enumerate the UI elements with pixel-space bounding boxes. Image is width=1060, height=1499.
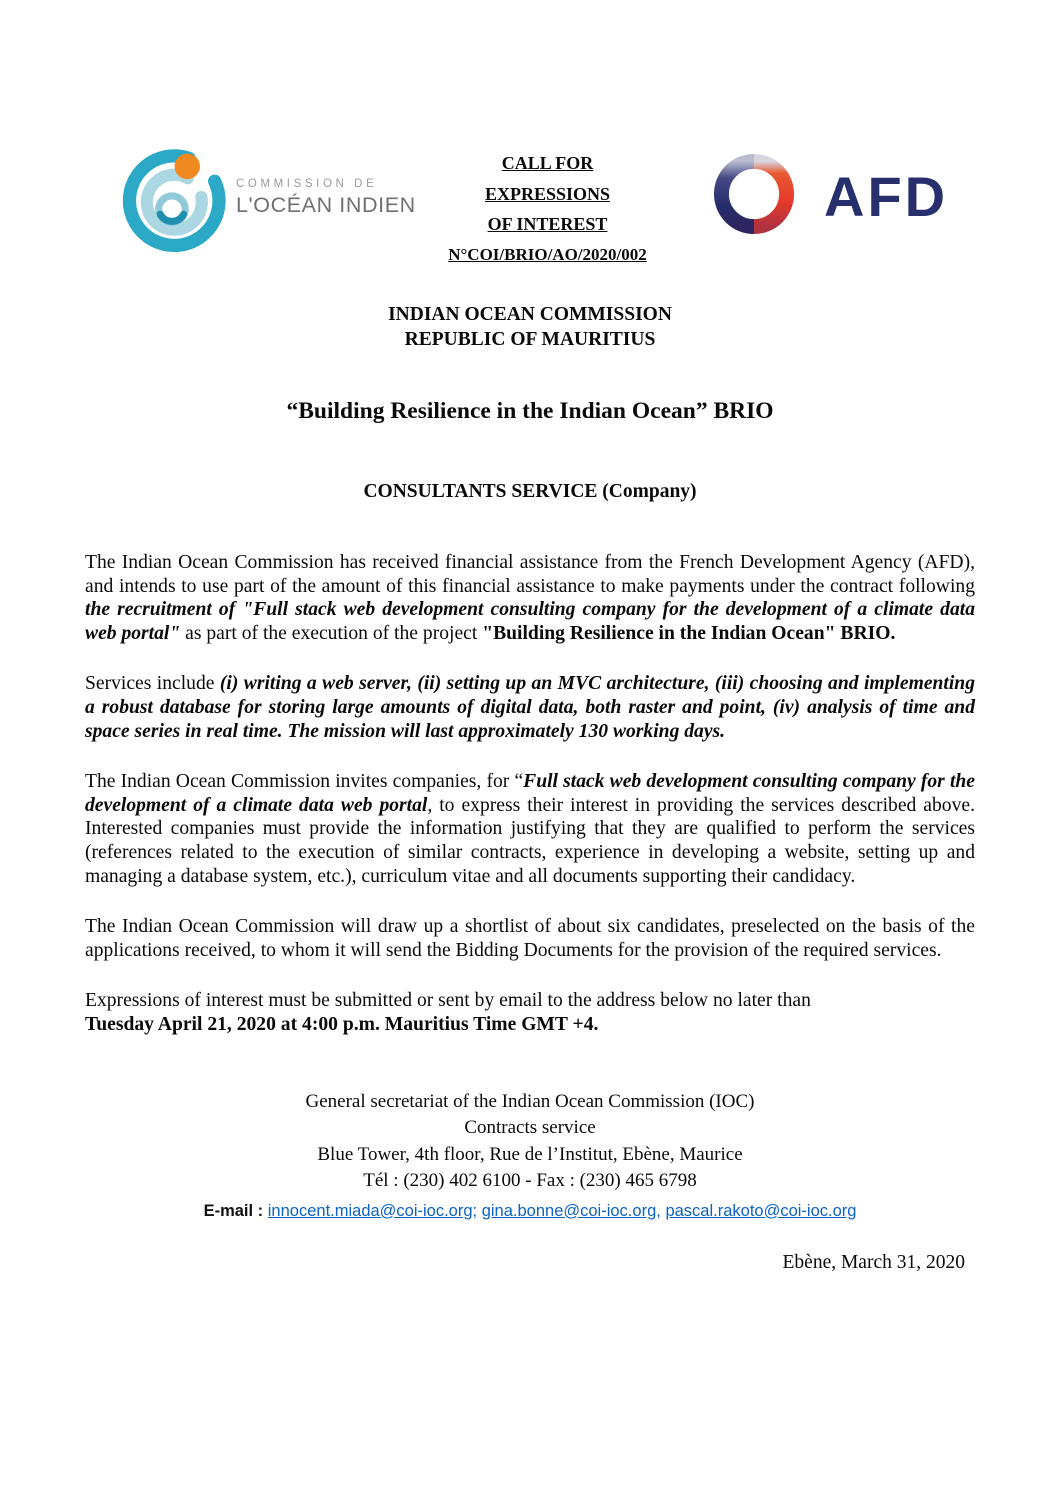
consultants-service-subtitle: CONSULTANTS SERVICE (Company): [363, 481, 697, 502]
call-line-2: EXPRESSIONS: [484, 183, 611, 204]
p1-normal-2: as part of the execution of the project: [185, 622, 483, 644]
afd-ring-icon: [710, 150, 798, 243]
afd-logo-label: AFD: [824, 164, 949, 228]
p1-normal-1: The Indian Ocean Commission has received financial assistance from the French Development Agency (AFD), and intends to use part of the amount of this financial assistance to make payments under the contract following: [85, 552, 975, 597]
contact-secretariat: General secretariat of the Indian Ocean Commission (IOC): [305, 1090, 755, 1112]
coi-logo-line1: COMMISSION DE: [236, 178, 378, 190]
contact-email-line: [0, 1198, 1060, 1225]
contact-block: [0, 1089, 1060, 1225]
paragraph-services: [85, 672, 975, 743]
p2-bold-italic: (i) writing a web server, (ii) setting up an MVC architecture, (iii) choosing and implementing a robust database for storing large amounts of digital data, both raster and point, (iv) analysis of time and space series in real time. The mission will last approximately 130 working days.: [85, 673, 975, 742]
email-label: E-mail :: [203, 1201, 264, 1220]
coi-swirl-icon: [122, 144, 226, 261]
body-copy: [85, 551, 975, 1037]
contact-address: Blue Tower, 4th floor, Rue de l’Institut, Ebène, Maurice: [317, 1143, 743, 1165]
contact-service: Contracts service: [464, 1117, 596, 1138]
p5-deadline-bold: Tuesday April 21, 2020 at 4:00 p.m. Mauritius Time GMT +4.: [85, 1013, 599, 1035]
p3-normal-2: , to express their interest in providing the services described above. Interested companies must provide the information justifying that they are qualified to perform the services (references related to the execution of similar contracts, experience in developing a website, setting up and managing a database system, etc.), curriculum vitae and all documents supporting their candidacy.: [85, 794, 975, 887]
p3-bold-italic: Full stack web development consulting company for the development of a climate data web portal: [85, 771, 975, 816]
project-title: “Building Resilience in the Indian Ocean” BRIO: [286, 398, 774, 424]
p3-normal-1: The Indian Ocean Commission invites companies, for “: [85, 771, 524, 793]
org-title-line2: REPUBLIC OF MAURITIUS: [404, 329, 656, 350]
call-for-expressions-heading: [420, 148, 675, 270]
org-title: [0, 302, 1060, 352]
paragraph-shortlist: The Indian Ocean Commission will draw up a shortlist of about six candidates, preselected on the basis of the applications received, to whom it will send the Bidding Documents for the provision of the required services.: [85, 916, 975, 961]
call-line-1: CALL FOR: [501, 153, 594, 173]
p5-normal: Expressions of interest must be submitted or sent by email to the address below no later than: [85, 990, 811, 1012]
contact-phone-fax: Tél : (230) 402 6100 - Fax : (230) 465 6798: [363, 1170, 697, 1191]
dateline: Ebène, March 31, 2020: [782, 1252, 965, 1273]
paragraph-invitation: [85, 770, 975, 888]
p1-bold: "Building Resilience in the Indian Ocean" BRIO.: [482, 622, 896, 644]
email-link-pascal[interactable]: pascal.rakoto@coi-ioc.org: [665, 1201, 857, 1220]
email-link-gina[interactable]: gina.bonne@coi-ioc.org: [481, 1201, 657, 1220]
call-line-3: OF INTEREST: [487, 214, 608, 234]
paragraph-deadline: [85, 989, 975, 1036]
afd-logo: [710, 150, 948, 243]
org-title-line1: INDIAN OCEAN COMMISSION: [388, 304, 672, 325]
email-separator: ,: [656, 1201, 661, 1220]
coi-logo-line2: L'OCÉAN INDIEN: [236, 193, 416, 217]
p2-normal-1: Services include: [85, 673, 220, 695]
p1-bold-italic: the recruitment of "Full stack web development consulting company for the development of a climate data web portal": [85, 599, 975, 644]
email-link-innocent[interactable]: innocent.miada@coi-ioc.org;: [267, 1201, 478, 1220]
paragraph-financial-assistance: [85, 551, 975, 645]
coi-logo: [122, 144, 416, 261]
call-reference-number: N°COI/BRIO/AO/2020/002: [448, 244, 647, 264]
coi-logo-text: [236, 144, 416, 218]
document-header: [0, 0, 1060, 270]
